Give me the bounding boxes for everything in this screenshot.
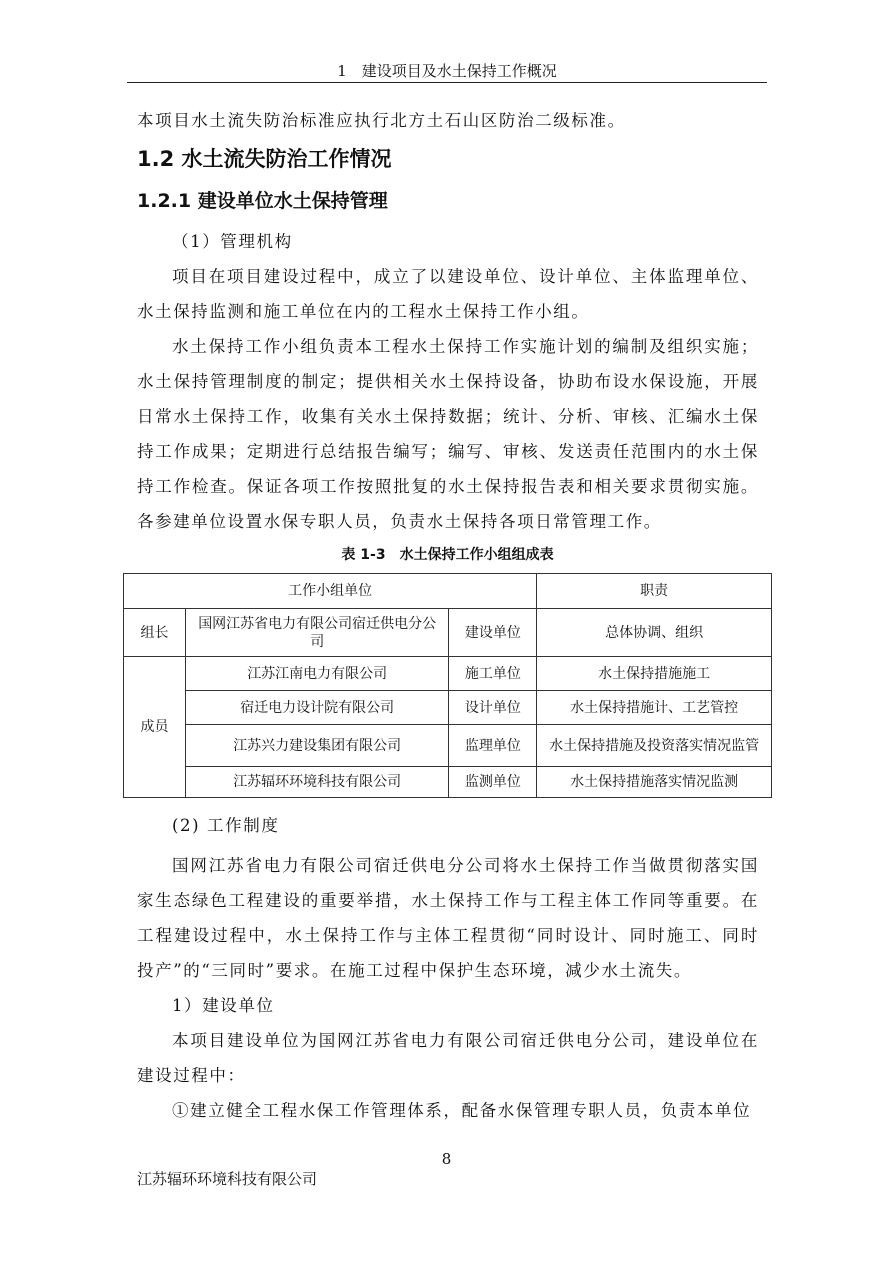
unit-heading: 1）建设单位: [172, 996, 275, 1015]
org-paragraph: 项目在项目建设过程中，成立了以建设单位、设计单位、主体监理单位、水土保持监测和施工单位在内的工程水土保持工作小组。: [137, 267, 759, 321]
org-heading: （1）管理机构: [172, 232, 293, 251]
header-duty: 职责: [537, 574, 772, 609]
section-title: 1.2 水土流失防治工作情况: [137, 147, 392, 171]
unit-paragraph: 本项目建设单位为国网江苏省电力有限公司宿迁供电分公司，建设单位在建设过程中：: [137, 1031, 759, 1085]
page-number: 8: [441, 1150, 452, 1168]
member-type: 设计单位: [449, 691, 537, 725]
footer-company: 江苏辐环环境科技有限公司: [137, 1170, 318, 1188]
table-row: [124, 725, 772, 767]
member-company: 宿迁电力设计院有限公司: [185, 691, 449, 725]
member-type: 监理单位: [449, 725, 537, 767]
subsection-title: 1.2.1 建设单位水土保持管理: [137, 190, 388, 212]
duty-paragraph: 水土保持工作小组负责本工程水土保持工作实施计划的编制及组织实施；水土保持管理制度的制定；提供相关水土保持设备，协助布设水保设施，开展日常水土保持工作，收集有关水土保持数据；统计、分析、审核、汇编水土保持工作成果；定期进行总结报告编写；编写、审核、发送责任范围内的水土保持工作检查。保证各项工作按照批复的水土保持报告表和相关要求贯彻实施。各参建单位设置水保专职人员，负责水土保持各项日常管理工作。: [137, 337, 759, 531]
leader-company: 国网江苏省电力有限公司宿迁供电分公司: [185, 609, 449, 657]
work-group-table: [123, 573, 772, 798]
member-duty: 水土保持措施施工: [537, 657, 772, 691]
table-caption: 表 1-3 水土保持工作小组组成表: [341, 547, 554, 563]
member-role: 成员: [124, 657, 186, 798]
system-paragraph: 国网江苏省电力有限公司宿迁供电分公司将水土保持工作当做贯彻落实国家生态绿色工程建设的重要举措，水土保持工作与工程主体工作同等重要。在工程建设过程中，水土保持工作与主体工程贯彻“同时设计、同时施工、同时投产”的“三同时”要求。在施工过程中保护生态环境，减少水土流失。: [137, 856, 759, 980]
running-header: 1 建设项目及水土保持工作概况: [337, 62, 557, 80]
leader-duty: 总体协调、组织: [537, 609, 772, 657]
system-heading: (2) 工作制度: [172, 816, 280, 835]
member-company: 江苏江南电力有限公司: [185, 657, 449, 691]
leader-type: 建设单位: [449, 609, 537, 657]
table-row: [124, 691, 772, 725]
member-duty: 水土保持措施计、工艺管控: [537, 691, 772, 725]
member-duty: 水土保持措施及投资落实情况监管: [537, 725, 772, 767]
table-row: [124, 767, 772, 798]
header-unit: 工作小组单位: [124, 574, 537, 609]
table-row: [124, 657, 772, 691]
table-header-row: [124, 574, 772, 609]
member-company: 江苏辐环环境科技有限公司: [185, 767, 449, 798]
member-company: 江苏兴力建设集团有限公司: [185, 725, 449, 767]
member-type: 监测单位: [449, 767, 537, 798]
item1-paragraph: ①建立健全工程水保工作管理体系，配备水保管理专职人员，负责本单位: [172, 1101, 752, 1120]
member-duty: 水土保持措施落实情况监测: [537, 767, 772, 798]
intro-line: 本项目水土流失防治标准应执行北方土石山区防治二级标准。: [137, 111, 626, 130]
leader-row: [124, 609, 772, 657]
member-type: 施工单位: [449, 657, 537, 691]
header-rule: [127, 82, 767, 83]
leader-role: 组长: [124, 609, 186, 657]
